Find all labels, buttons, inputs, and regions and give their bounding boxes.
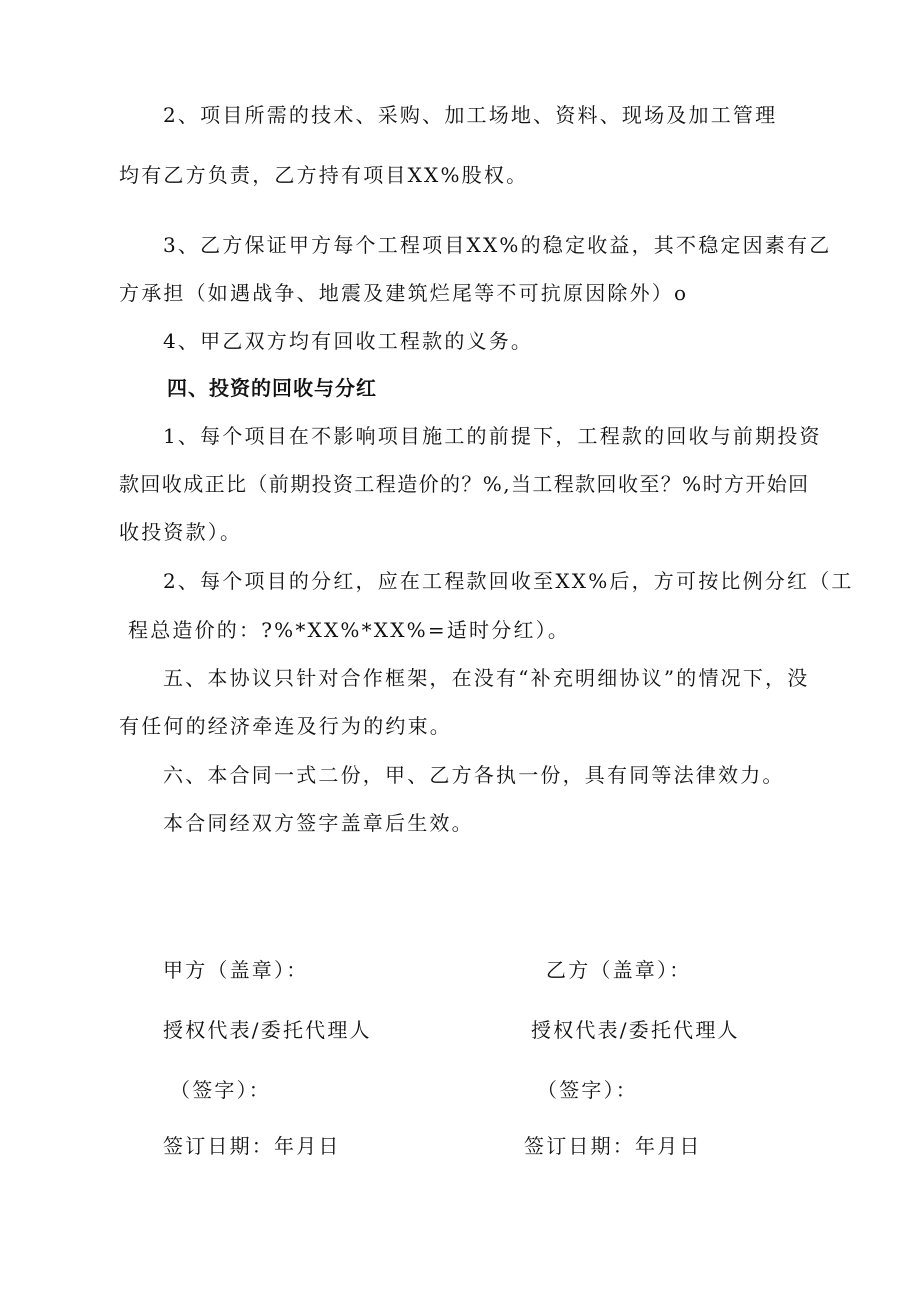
- party-b-representative-label: 授权代表/委托代理人: [531, 1018, 740, 1042]
- clause-2-line-2: 均有乙方负责，乙方持有项目XX%股权。: [119, 163, 529, 187]
- party-a-date-label: 签订日期：年月日: [163, 1134, 341, 1158]
- clause-3-line-1: 3、乙方保证甲方每个工程项目XX%的稳定收益，其不稳定因素有乙: [163, 233, 832, 257]
- clause-4: 4、甲乙双方均有回收工程款的义务。: [163, 329, 534, 353]
- party-b-sign-label: （签字）：: [537, 1078, 638, 1102]
- section-5-line-1: 五、本协议只针对合作框架，在没有“补充明细协议”的情况下，没: [163, 666, 810, 690]
- clause-3-line-2: 方承担（如遇战争、地震及建筑烂尾等不可抗原因除外）o: [119, 281, 689, 305]
- section-4-clause-1-line-1: 1、每个项目在不影响项目施工的前提下，工程款的回收与前期投资: [163, 424, 822, 448]
- section-4-clause-2-line-2: 程总造价的：?%*XX%*XX%=适时分红）。: [128, 618, 571, 642]
- section-4-clause-2-line-1: 2、每个项目的分红，应在工程款回收至XX%后，方可按比例分红（工: [163, 569, 854, 593]
- effective-clause: 本合同经双方签字盖章后生效。: [163, 811, 474, 835]
- party-b-date-label: 签订日期：年月日: [524, 1134, 702, 1158]
- party-a-seal-label: 甲方（盖章）：: [163, 958, 309, 982]
- section-4-clause-1-line-2: 款回收成正比（前期投资工程造价的？%,当工程款回收至？%时方开始回: [119, 472, 810, 496]
- section-6: 六、本合同一式二份，甲、乙方各执一份，具有同等法律效力。: [163, 763, 785, 787]
- party-a-representative-label: 授权代表/委托代理人: [163, 1018, 372, 1042]
- clause-2-line-1: 2、项目所需的技术、采购、加工场地、资料、现场及加工管理: [163, 103, 778, 127]
- party-a-sign-label: （签字）：: [170, 1078, 271, 1102]
- section-4-heading: 四、投资的回收与分红: [167, 376, 377, 400]
- section-4-clause-1-line-3: 收投资款）。: [119, 520, 243, 544]
- section-5-line-2: 有任何的经济牵连及行为的约束。: [119, 714, 452, 738]
- party-b-seal-label: 乙方（盖章）：: [546, 958, 692, 982]
